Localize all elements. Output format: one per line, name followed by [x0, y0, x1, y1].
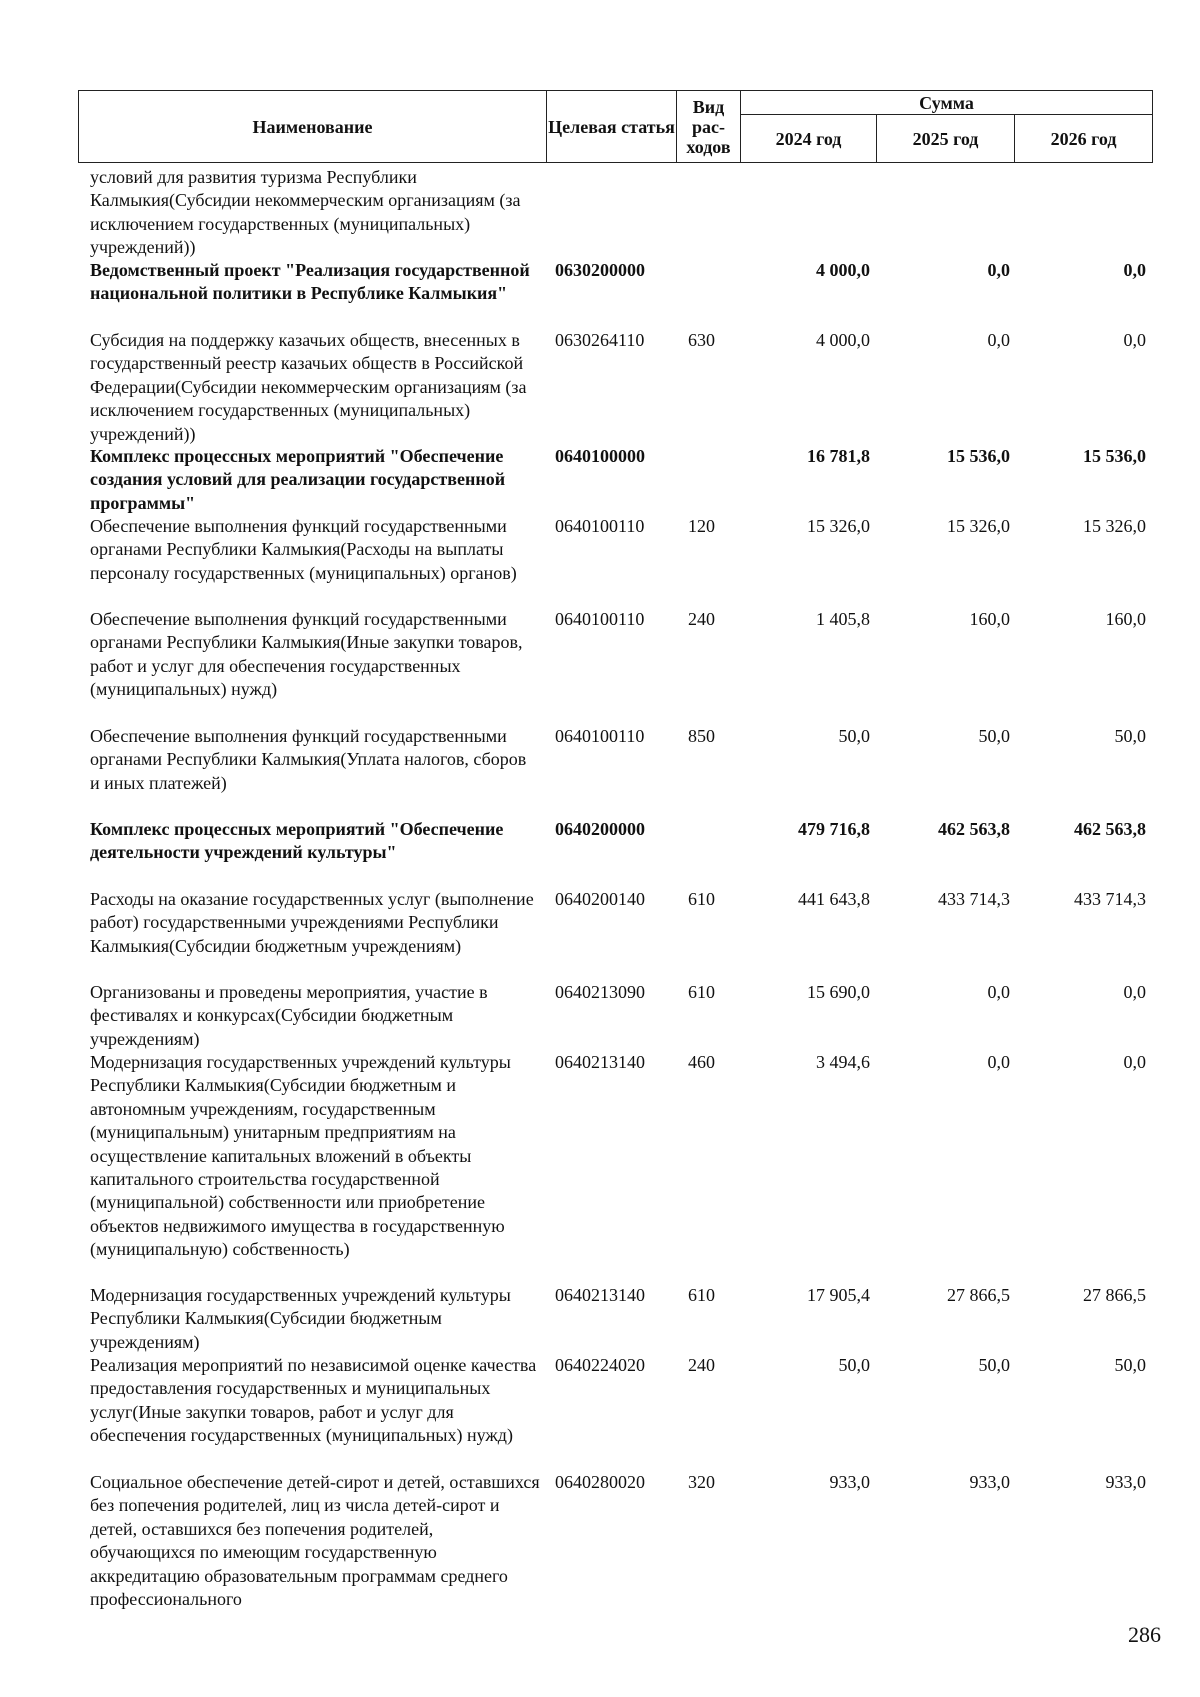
row-name: Обеспечение выполнения функций государственными органами Республики Калмыкия(Иные закупки товаров, работ и услуг для обеспечения государственных (муниципальных) нужд)	[90, 609, 523, 700]
row-2026: 0,0	[1123, 982, 1146, 1002]
row-2025: 0,0	[987, 982, 1010, 1002]
row-vid: 610	[688, 1285, 715, 1305]
row-2025: 15 326,0	[947, 516, 1010, 536]
row-vid: 610	[688, 982, 715, 1002]
row-vid: 850	[688, 726, 715, 746]
row-2024: 1 405,8	[816, 609, 870, 629]
row-2024: 933,0	[829, 1472, 870, 1492]
row-2026: 50,0	[1114, 726, 1146, 746]
row-code: 0640100000	[555, 446, 645, 466]
row-2026: 15 326,0	[1083, 516, 1146, 536]
row-2026: 933,0	[1105, 1472, 1146, 1492]
row-2026: 15 536,0	[1083, 446, 1146, 466]
row-code: 0640213140	[555, 1285, 645, 1305]
row-code: 0640100110	[555, 609, 645, 629]
header-2025: 2025 год	[877, 115, 1015, 163]
row-2024: 50,0	[838, 1355, 870, 1375]
row-2026: 433 714,3	[1074, 889, 1146, 909]
row-2025: 27 866,5	[947, 1285, 1010, 1305]
row-code: 0640100110	[555, 726, 645, 746]
table-header	[78, 90, 1153, 163]
header-code: Целевая статья	[547, 91, 677, 163]
row-2026: 0,0	[1123, 1052, 1146, 1072]
row-vid: 460	[688, 1052, 715, 1072]
header-2024: 2024 год	[741, 115, 877, 163]
row-name: Обеспечение выполнения функций государственными органами Республики Калмыкия(Расходы на выплаты персоналу государственных (муниципальных) органов)	[90, 516, 517, 583]
row-code: 0640200000	[555, 819, 645, 839]
row-2024: 15 326,0	[807, 516, 870, 536]
row-2026: 27 866,5	[1083, 1285, 1146, 1305]
row-2025: 933,0	[969, 1472, 1010, 1492]
header-vid: Вид рас- ходов	[677, 91, 741, 163]
row-2024: 3 494,6	[816, 1052, 870, 1072]
row-vid: 320	[688, 1472, 715, 1492]
row-code: 0640280020	[555, 1472, 645, 1492]
row-2026: 160,0	[1105, 609, 1146, 629]
row-name: Социальное обеспечение детей-сирот и детей, оставшихся без попечения родителей, лиц из числа детей-сирот и детей, оставшихся без попечения родителей, обучающихся по имеющим государственную аккредитацию образовательным программам среднего профессионального	[90, 1472, 540, 1610]
row-name: Субсидия на поддержку казачьих обществ, внесенных в государственный реестр казачьих обществ в Российской Федерации(Субсидии некоммерческим организациям (за исключением государственных (муниципальных) учреждений))	[90, 330, 527, 444]
row-vid: 240	[688, 1355, 715, 1375]
row-2025: 0,0	[987, 260, 1010, 280]
row-code: 0640224020	[555, 1355, 645, 1375]
header-2026: 2026 год	[1015, 115, 1153, 163]
row-2025: 0,0	[987, 330, 1010, 350]
row-vid: 240	[688, 609, 715, 629]
row-2024: 479 716,8	[798, 819, 870, 839]
row-2026: 0,0	[1123, 260, 1146, 280]
row-code: 0640213140	[555, 1052, 645, 1072]
row-name: Обеспечение выполнения функций государственными органами Республики Калмыкия(Уплата налогов, сборов и иных платежей)	[90, 726, 527, 793]
row-vid: 120	[688, 516, 715, 536]
row-name: Ведомственный проект "Реализация государственной национальной политики в Республике Калмыкия"	[90, 260, 530, 304]
row-2026: 50,0	[1114, 1355, 1146, 1375]
header-sum: Сумма	[741, 91, 1153, 115]
row-vid: 610	[688, 889, 715, 909]
row-2026: 0,0	[1123, 330, 1146, 350]
row-2025: 50,0	[978, 1355, 1010, 1375]
row-2024: 4 000,0	[816, 330, 870, 350]
row-vid: 630	[688, 330, 715, 350]
page-number: 286	[1128, 1622, 1161, 1647]
row-2025: 462 563,8	[938, 819, 1010, 839]
row-name: Расходы на оказание государственных услуг (выполнение работ) государственными учреждениями Республики Калмыкия(Субсидии бюджетным учреждениям)	[90, 889, 534, 956]
row-code: 0640213090	[555, 982, 645, 1002]
row-2025: 15 536,0	[947, 446, 1010, 466]
row-code: 0630200000	[555, 260, 645, 280]
row-name: Комплекс процессных мероприятий "Обеспечение создания условий для реализации государственной программы"	[90, 446, 506, 513]
row-code: 0640200140	[555, 889, 645, 909]
row-code: 0640100110	[555, 516, 645, 536]
row-name: Реализация мероприятий по независимой оценке качества предоставления государственных и муниципальных услуг(Иные закупки товаров, работ и услуг для обеспечения государственных (муниципальных) нужд)	[90, 1355, 537, 1446]
row-2024: 16 781,8	[807, 446, 870, 466]
row-2025: 0,0	[987, 1052, 1010, 1072]
header-name: Наименование	[79, 91, 547, 163]
row-2025: 50,0	[978, 726, 1010, 746]
row-2026: 462 563,8	[1074, 819, 1146, 839]
row-name: условий для развития туризма Республики Калмыкия(Субсидии некоммерческим организациям (за исключением государственных (муниципальных) учреждений))	[90, 167, 521, 258]
row-2024: 15 690,0	[807, 982, 870, 1002]
row-2024: 4 000,0	[816, 260, 870, 280]
row-code: 0630264110	[555, 330, 645, 350]
row-name: Комплекс процессных мероприятий "Обеспечение деятельности учреждений культуры"	[90, 819, 504, 863]
row-2024: 50,0	[838, 726, 870, 746]
row-2024: 441 643,8	[798, 889, 870, 909]
row-name: Модернизация государственных учреждений культуры Республики Калмыкия(Субсидии бюджетным и автономным учреждениям, государственным (муниципальным) унитарным предприятиям на осуществление капитальных вложений в объекты капитального строительства государственной (муниципальной) собственности или приобретение объектов недвижимого имущества в государственную (муниципальную) собственность)	[90, 1052, 511, 1260]
row-name: Модернизация государственных учреждений культуры Республики Калмыкия(Субсидии бюджетным учреждениям)	[90, 1285, 511, 1352]
row-2024: 17 905,4	[807, 1285, 870, 1305]
row-2025: 160,0	[969, 609, 1010, 629]
row-2025: 433 714,3	[938, 889, 1010, 909]
row-name: Организованы и проведены мероприятия, участие в фестивалях и конкурсах(Субсидии бюджетным учреждениям)	[90, 982, 488, 1049]
